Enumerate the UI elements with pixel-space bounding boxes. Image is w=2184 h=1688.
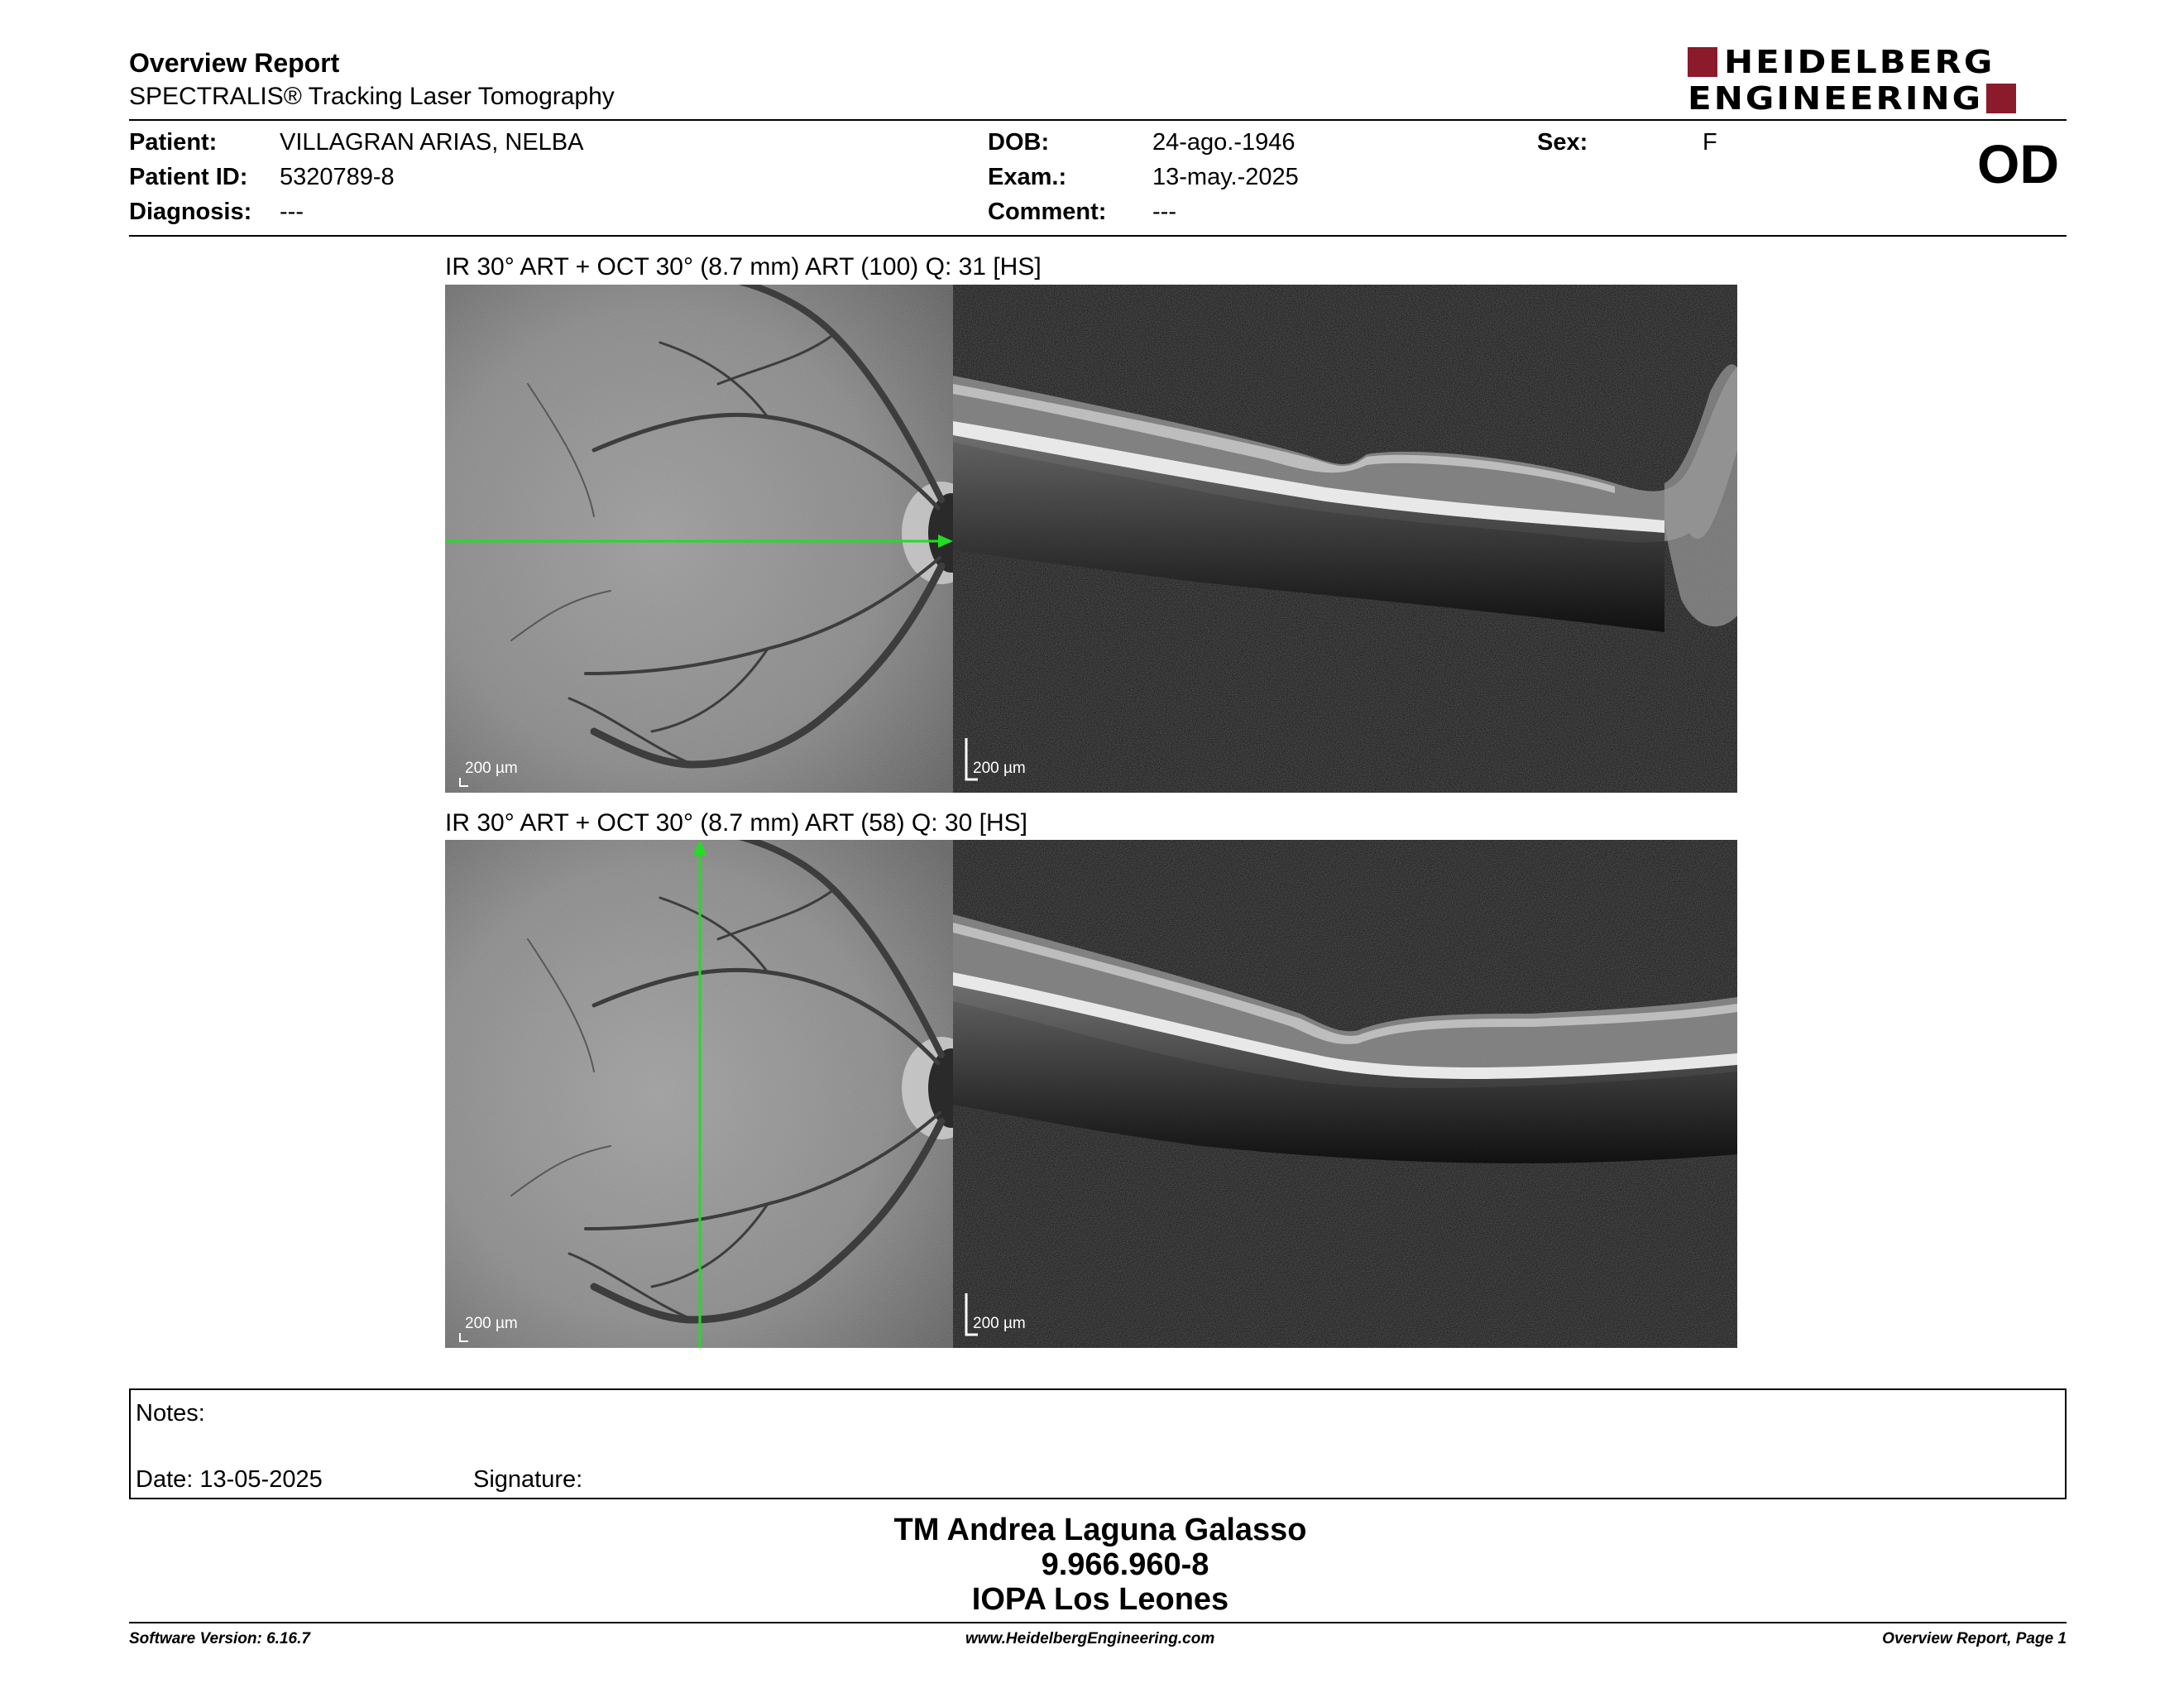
scan-1-slo-scale: 200 µm	[465, 760, 518, 777]
logo-line-2: ENGINEERING	[1688, 79, 1984, 117]
notes-box[interactable]	[129, 1388, 2067, 1499]
patient-id-label: Patient ID:	[129, 164, 248, 190]
scan-2-oct-scale: 200 µm	[973, 1315, 1026, 1332]
scan-1-panel	[445, 285, 1737, 793]
scan-2-oct-bscan[interactable]	[953, 840, 1737, 1348]
eye-indicator: OD	[1977, 133, 2059, 194]
scan-2-fundus-image[interactable]	[445, 840, 953, 1348]
signature-label: Signature:	[473, 1466, 583, 1493]
scan-2-panel	[445, 840, 1737, 1348]
scan-1-fundus-image[interactable]	[445, 285, 953, 793]
header-divider	[129, 119, 2067, 121]
report-title: Overview Report	[129, 48, 340, 78]
sex-label: Sex:	[1537, 129, 1588, 156]
comment-value: ---	[1152, 199, 1176, 225]
diagnosis-label: Diagnosis:	[129, 199, 252, 225]
scan-1-oct-bscan[interactable]	[953, 285, 1737, 793]
stamp-name: TM Andrea Laguna Galasso	[893, 1513, 1307, 1547]
comment-label: Comment:	[988, 199, 1107, 225]
patient-name: VILLAGRAN ARIAS, NELBA	[280, 129, 584, 156]
page-indicator: Overview Report, Page 1	[1882, 1630, 2067, 1647]
stamp-id: 9.966.960-8	[1041, 1547, 1209, 1582]
logo-square-icon	[1688, 47, 1717, 77]
website-link[interactable]: www.HeidelbergEngineering.com	[965, 1630, 1215, 1647]
scan-2-title: IR 30° ART + OCT 30° (8.7 mm) ART (58) Q: 30 [HS]	[445, 809, 1027, 837]
footer-divider	[129, 1622, 2067, 1623]
logo-square-icon	[1986, 84, 2016, 113]
scan-1-title: IR 30° ART + OCT 30° (8.7 mm) ART (100) Q: 31 [HS]	[445, 253, 1042, 281]
date-label: Date: 13-05-2025	[136, 1466, 323, 1493]
exam-label: Exam.:	[988, 164, 1067, 190]
dob-value: 24-ago.-1946	[1152, 129, 1296, 156]
software-version: Software Version: 6.16.7	[129, 1630, 310, 1647]
exam-value: 13-may.-2025	[1152, 164, 1299, 190]
info-divider	[129, 235, 2067, 237]
logo-line-1: HEIDELBERG	[1724, 43, 1995, 81]
scan-1-oct-scale: 200 µm	[973, 760, 1026, 777]
stamp-institution: IOPA Los Leones	[971, 1582, 1229, 1617]
heidelberg-logo	[1688, 43, 2068, 117]
scan-2-slo-scale: 200 µm	[465, 1315, 518, 1332]
sex-value: F	[1703, 129, 1717, 156]
report-subtitle: SPECTRALIS® Tracking Laser Tomography	[129, 83, 615, 110]
patient-label: Patient:	[129, 129, 218, 156]
notes-label: Notes:	[136, 1400, 205, 1427]
patient-id: 5320789-8	[280, 164, 395, 190]
diagnosis-value: ---	[280, 199, 304, 225]
dob-label: DOB:	[988, 129, 1050, 156]
